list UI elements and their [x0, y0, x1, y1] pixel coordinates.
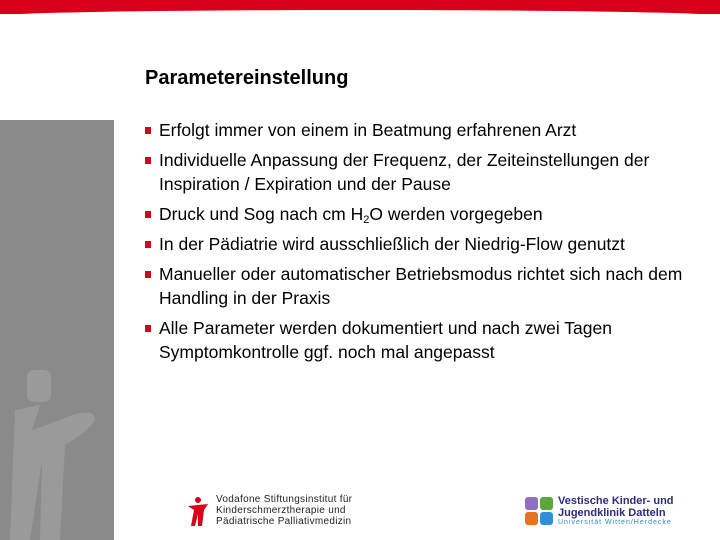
slide-title: Parametereinstellung — [145, 67, 349, 89]
klinik-logo-icon — [525, 497, 553, 525]
bullet-item: Druck und Sog nach cm $H_2O$ werden vorgegeben — [145, 202, 685, 226]
figure-watermark-icon — [0, 350, 114, 540]
bullet-item: In der Pädiatrie wird ausschließlich der Niedrig-Flow genutzt — [145, 232, 685, 256]
klinik-datteln-logo: Vestische Kinder- und Jugendklinik Datteln Universität Witten/Herdecke — [525, 495, 674, 526]
bullet-list — [145, 118, 685, 370]
bullet-item: Manueller oder automatischer Betriebsmodus richtet sich nach dem Handling in der Praxis — [145, 262, 685, 310]
bullet-item: Individuelle Anpassung der Frequenz, der Zeiteinstellungen der Inspiration / Expiration und der Pause — [145, 148, 685, 196]
top-red-bar — [0, 0, 720, 14]
vodafone-institute-logo: Vodafone Stiftungsinstitut für Kinderschmerztherapie und Pädiatrische Palliativmedizin — [188, 494, 352, 527]
bullet-item: Erfolgt immer von einem in Beatmung erfahrenen Arzt — [145, 118, 685, 142]
bullet-item: Alle Parameter werden dokumentiert und nach zwei Tagen Symptomkontrolle ggf. noch mal angepasst — [145, 316, 685, 364]
side-panel — [0, 120, 114, 540]
figure-logo-icon — [188, 496, 210, 526]
